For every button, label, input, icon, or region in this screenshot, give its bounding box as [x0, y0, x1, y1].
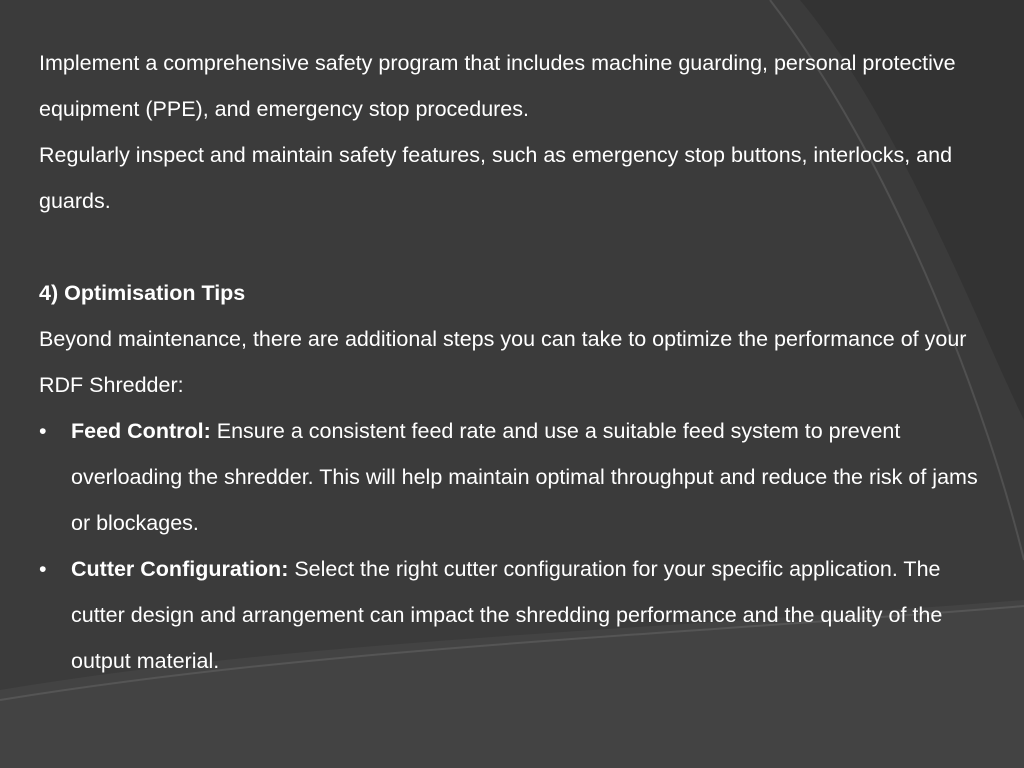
section-intro: Beyond maintenance, there are additional steps you can take to optimize the performance of your RDF Shredder: [39, 327, 967, 397]
bullet-icon: • [39, 557, 47, 581]
intro-paragraph-2: Regularly inspect and maintain safety features, such as emergency stop buttons, interlocks, and guards. [39, 143, 953, 213]
bullet-term: Feed Control: [71, 419, 211, 443]
section-heading: 4) Optimisation Tips [39, 281, 246, 305]
bullet-text: Select the right cutter configuration for your specific application. The cutter design and arrangement can impact the shredding performance and the quality of the output material. [71, 557, 943, 673]
bullet-term: Cutter Configuration: [71, 557, 289, 581]
bullet-item-feed-control [39, 408, 989, 546]
bullet-text: Ensure a consistent feed rate and use a suitable feed system to prevent overloading the shredder. This will help maintain optimal throughput and reduce the risk of jams or blockages. [71, 419, 978, 535]
intro-paragraph-1: Implement a comprehensive safety program that includes machine guarding, personal protective equipment (PPE), and emergency stop procedures. [39, 51, 956, 121]
bullet-icon: • [39, 419, 47, 443]
slide-content [39, 40, 989, 684]
bullet-item-cutter-configuration [39, 546, 989, 684]
spacer [39, 224, 989, 270]
